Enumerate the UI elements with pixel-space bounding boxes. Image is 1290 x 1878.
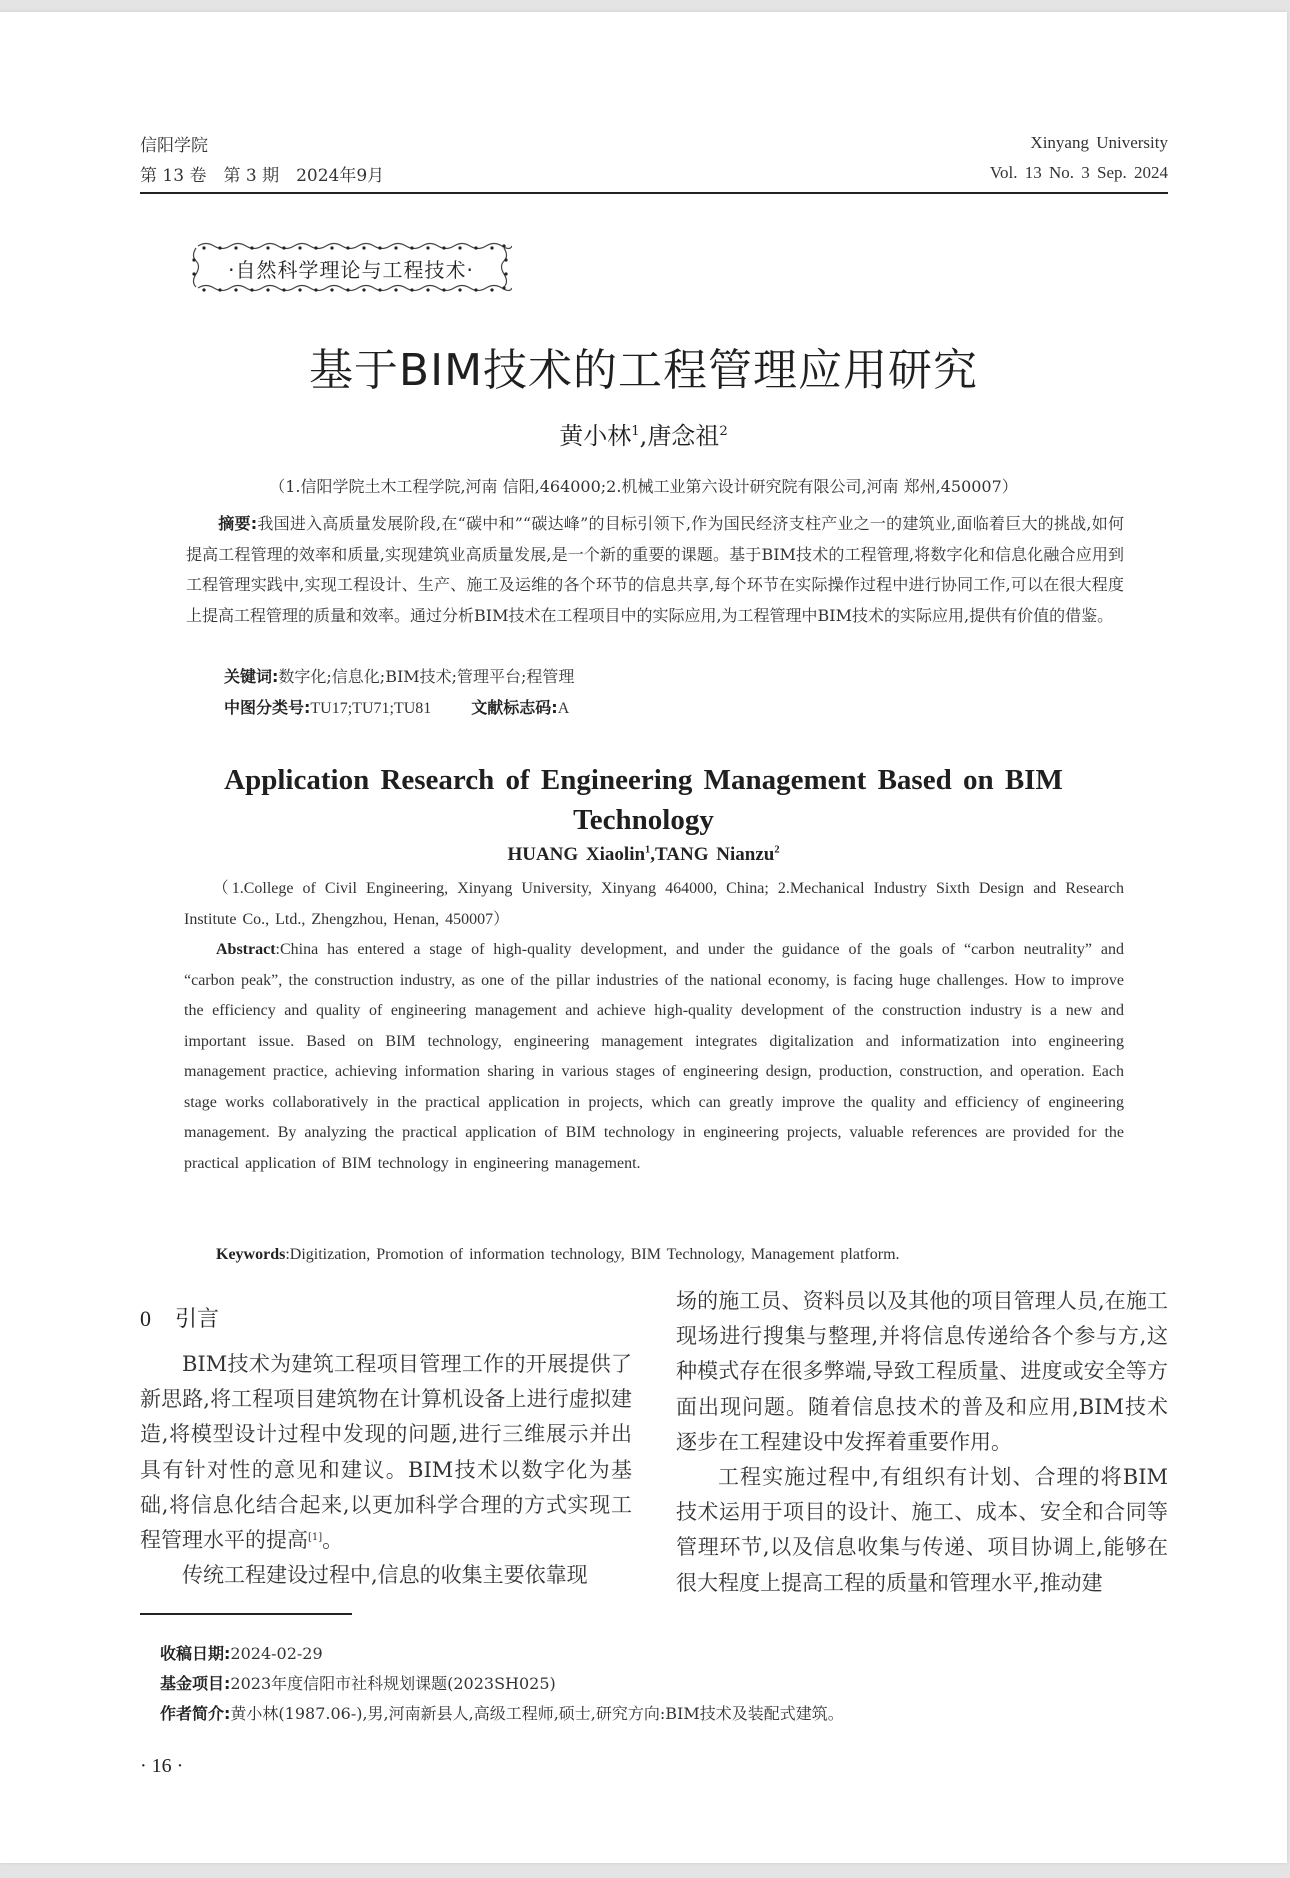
affiliation-cn: （1.信阳学院土木工程学院,河南 信阳,464000;2.机械工业第六设计研究院有限公司,河南 郑州,450007）	[269, 477, 1018, 496]
affiliation-en-text: （1.College of Civil Engineering, Xinyang University, Xinyang 464000, China; 2.Mechanical Industry Sixth Design and Research Institute Co., Ltd., Zhengzhou, Henan, 450007）	[184, 880, 1124, 928]
keywords-cn-label: 关键词:	[224, 667, 279, 686]
footnote-text: 2023年度信阳市社科规划课题(2023SH025)	[230, 1674, 556, 1693]
author-name: 唐念祖	[647, 422, 720, 450]
body-paragraph: 传统工程建设过程中,信息的收集主要依靠现	[182, 1563, 588, 1588]
clc-label: 中图分类号:	[224, 698, 311, 717]
footnote-fund	[160, 1671, 556, 1694]
keywords-cn	[224, 664, 574, 687]
section-banner-label: ·自然科学理论与工程技术·	[228, 258, 474, 282]
abstract-cn-label: 摘要:	[218, 514, 258, 533]
abstract-en-label: Abstract	[216, 941, 276, 958]
paragraph-end: 。	[322, 1528, 344, 1553]
keywords-en-label: Keywords	[216, 1246, 286, 1263]
author-affil-mark: 2	[774, 844, 780, 856]
author-affil-mark: 1	[631, 423, 640, 439]
author-separator: ,	[639, 422, 648, 450]
abstract-en	[184, 935, 1124, 1179]
footnote-label: 收稿日期:	[160, 1644, 231, 1663]
body-paragraph	[140, 1347, 632, 1558]
authors-cn	[0, 416, 1287, 451]
doc-code-value: A	[557, 700, 570, 717]
section-banner	[190, 240, 512, 294]
body-column-left	[140, 1347, 632, 1593]
journal-name-en: Xinyang University	[1030, 133, 1168, 152]
footnote-received	[160, 1641, 323, 1664]
author-name: 黄小林	[559, 422, 632, 450]
author-separator: ,	[650, 844, 656, 865]
citation-mark: [1]	[308, 1532, 323, 1544]
section-heading	[140, 1302, 219, 1333]
abstract-en-sep: :	[275, 941, 280, 958]
paper-title-en: Application Research of Engineering Management Based on BIM Technology	[224, 764, 1063, 836]
keywords-cn-text: 数字化;信息化;BIM技术;管理平台;程管理	[278, 667, 575, 686]
footnote-label: 作者简介:	[160, 1704, 231, 1723]
paragraph-text: BIM技术为建筑工程项目管理工作的开展提供了新思路,将工程项目建筑物在计算机设备上进行虚拟建造,将模型设计过程中发现的问题,进行三维展示并出具有针对性的意见和建议。BIM技术以数字化为基础,将信息化结合起来,以更加科学合理的方式实现工程管理水平的提高	[140, 1352, 632, 1553]
journal-name-cn: 信阳学院	[140, 136, 208, 156]
footnote-text: 2024-02-29	[230, 1644, 323, 1663]
body-paragraph: 工程实施过程中,有组织有计划、合理的将BIM技术运用于项目的设计、施工、成本、安全和合同等管理环节,以及信息收集与传递、项目协调上,能够在很大程度上提高工程的质量和管理水平,推动建	[676, 1465, 1168, 1595]
author-name-en: TANG Nianzu	[655, 844, 775, 865]
author-affil-mark: 2	[719, 423, 728, 439]
clc-value: TU17;TU71;TU81	[310, 700, 432, 717]
author-name-en: HUANG Xiaolin	[507, 844, 646, 865]
keywords-en	[184, 1240, 1124, 1271]
body-paragraph: 场的施工员、资料员以及其他的项目管理人员,在施工现场进行搜集与整理,并将信息传递给各个参与方,这种模式存在很多弊端,导致工程质量、进度或安全等方面出现问题。随着信息技术的普及和应用,BIM技术逐步在工程建设中发挥着重要作用。	[676, 1289, 1168, 1454]
doc-code-label: 文献标志码:	[471, 698, 558, 717]
keywords-en-text: Digitization, Promotion of information technology, BIM Technology, Management platform.	[289, 1246, 900, 1263]
classification-line	[224, 695, 569, 718]
footnote-label: 基金项目:	[160, 1674, 231, 1693]
footnote-rule	[140, 1613, 352, 1615]
abstract-cn	[186, 509, 1124, 631]
footnote-text: 黄小林(1987.06-),男,河南新县人,高级工程师,硕士,研究方向:BIM技术及装配式建筑。	[230, 1704, 844, 1723]
section-title: 引言	[175, 1307, 220, 1332]
abstract-en-text: China has entered a stage of high-quality development, and under the guidance of the goals of “carbon neutrality” and “carbon peak”, the construction industry, as one of the pillar industries of the national economy, is facing huge challenges. How to improve the efficiency and quality of engineering management and achieve high-quality development of the construction industry is a new and important issue. Based on BIM technology, engineering management integrates digitalization and informatization into engineering management practice, achieving information sharing in various stages of engineering design, production, construction, and operation. Each stage works collaboratively in the practical application in projects, which can greatly improve the quality and efficiency of engineering management. By analyzing the practical application of BIM technology in engineering projects, valuable references are provided for the practical application of BIM technology in engineering management.	[184, 941, 1124, 1172]
authors-en	[0, 844, 1287, 866]
abstract-cn-text: 我国进入高质量发展阶段,在“碳中和”“碳达峰”的目标引领下,作为国民经济支柱产业之一的建筑业,面临着巨大的挑战,如何提高工程管理的效率和质量,实现建筑业高质量发展,是一个新的重要的课题。基于BIM技术的工程管理,将数字化和信息化融合应用到工程管理实践中,实现工程设计、生产、施工及运维的各个环节的信息共享,每个环节在实际操作过程中进行协同工作,可以在很大程度上提高工程管理的质量和效率。通过分析BIM技术在工程项目中的实际应用,为工程管理中BIM技术的实际应用,提供有价值的借鉴。	[186, 514, 1124, 625]
keywords-en-sep: :	[285, 1246, 290, 1263]
issue-info-en: Vol. 13 No. 3 Sep. 2024	[989, 163, 1168, 182]
page-number: · 16 ·	[140, 1755, 184, 1777]
author-affil-mark: 1	[645, 844, 651, 856]
body-column-right	[676, 1284, 1168, 1601]
header-rule	[140, 192, 1168, 194]
footnote-author-bio	[160, 1701, 844, 1724]
section-number: 0	[140, 1306, 151, 1331]
paper-title-cn: 基于BIM技术的工程管理应用研究	[308, 345, 979, 396]
issue-info-cn: 第 13 卷 第 3 期 2024年9月	[140, 166, 385, 186]
paper-page	[0, 12, 1287, 1863]
affiliation-en	[184, 874, 1124, 935]
